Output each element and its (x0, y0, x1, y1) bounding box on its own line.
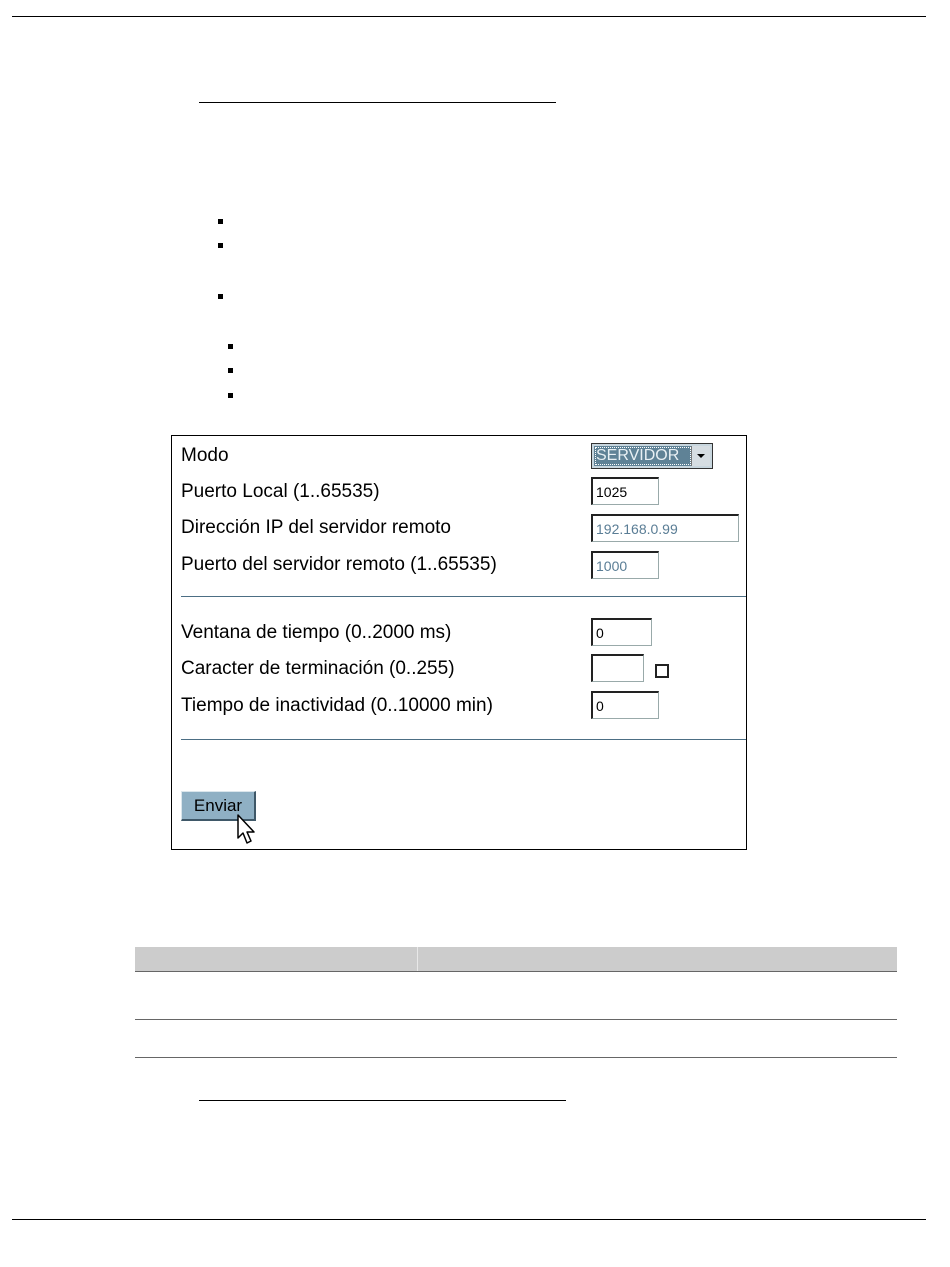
inactivity-time-input[interactable]: 0 (591, 691, 659, 719)
time-window-input[interactable]: 0 (591, 618, 652, 646)
page-bottom-rule (12, 1219, 926, 1220)
mouse-pointer-icon (236, 814, 256, 846)
section-divider (181, 596, 746, 597)
heading-underline (199, 1100, 566, 1101)
sublist-bullet (228, 393, 233, 398)
termination-char-input[interactable] (591, 654, 644, 682)
mode-label: Modo (181, 445, 229, 466)
table-header-divider (417, 947, 418, 971)
table-row-divider (135, 971, 897, 972)
table-header (135, 947, 897, 971)
submit-button[interactable]: Enviar (181, 791, 256, 821)
remote-ip-label: Dirección IP del servidor remoto (181, 517, 451, 538)
mode-select[interactable] (591, 443, 713, 469)
chevron-down-icon[interactable] (691, 446, 710, 466)
list-bullet (218, 294, 223, 299)
serial-config-form (171, 435, 747, 850)
local-port-input[interactable]: 1025 (591, 477, 659, 505)
list-bullet (218, 243, 223, 248)
inactivity-time-label: Tiempo de inactividad (0..10000 min) (181, 695, 493, 716)
heading-underline (199, 102, 556, 103)
termination-char-label: Caracter de terminación (0..255) (181, 658, 455, 679)
sublist-bullet (228, 344, 233, 349)
time-window-label: Ventana de tiempo (0..2000 ms) (181, 622, 452, 643)
page-top-rule (12, 16, 926, 17)
table-row-divider (135, 1019, 897, 1020)
mode-select-value: SERVIDOR (594, 446, 692, 466)
remote-port-input[interactable]: 1000 (591, 551, 659, 579)
remote-ip-input[interactable]: 192.168.0.99 (591, 514, 739, 542)
termination-char-checkbox[interactable] (655, 664, 669, 678)
sublist-bullet (228, 368, 233, 373)
local-port-label: Puerto Local (1..65535) (181, 481, 380, 502)
table-row-divider (135, 1057, 897, 1058)
section-divider (181, 739, 746, 740)
list-bullet (218, 219, 223, 224)
remote-port-label: Puerto del servidor remoto (1..65535) (181, 554, 497, 575)
